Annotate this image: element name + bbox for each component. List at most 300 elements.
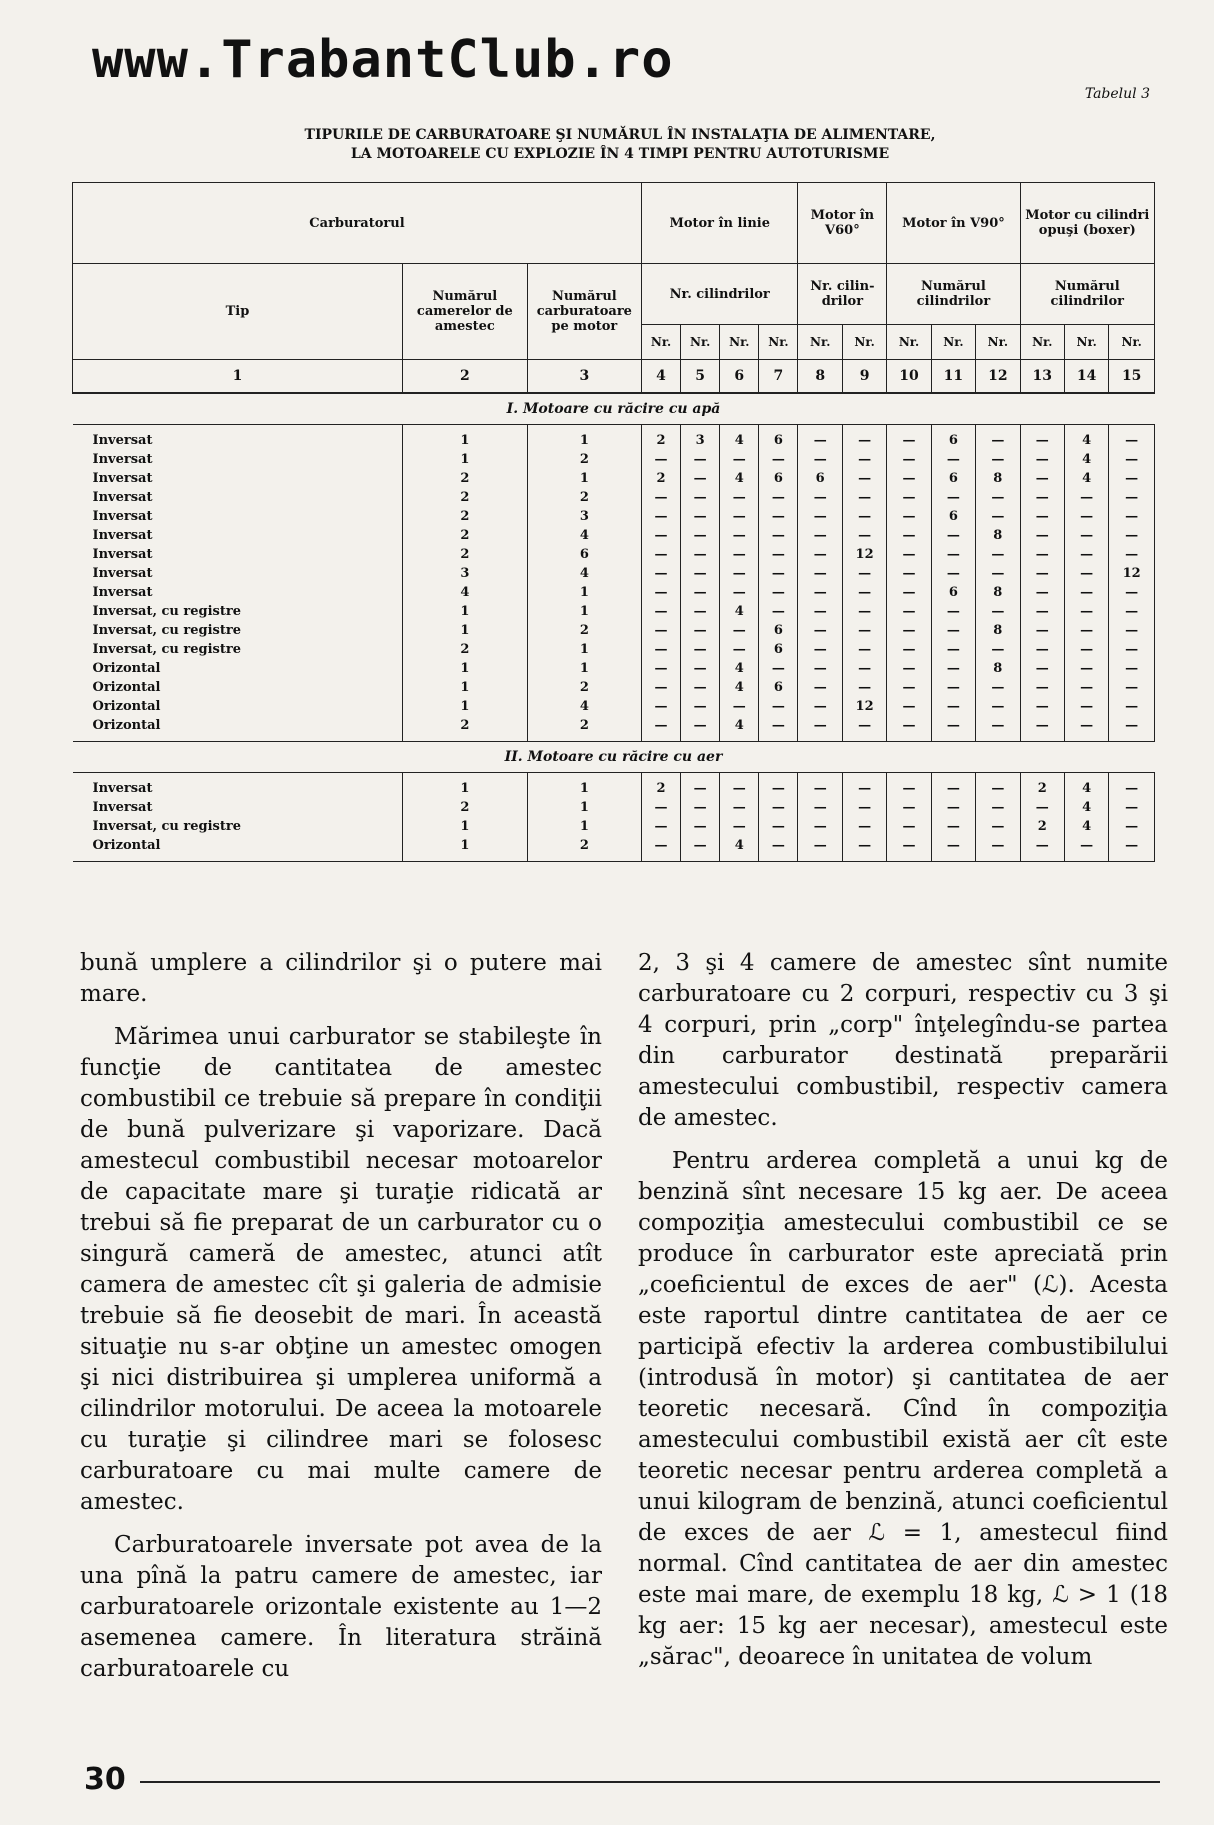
- table-cell: —: [1020, 469, 1064, 488]
- table-cell: —: [798, 602, 842, 621]
- table-cell: —: [759, 779, 798, 798]
- table-cell: —: [1064, 583, 1108, 602]
- carburetor-type-cell: Inversat, cu registre: [73, 817, 403, 836]
- table-cell: —: [1109, 545, 1155, 564]
- table-cell: —: [842, 507, 886, 526]
- table-cell: 8: [976, 469, 1020, 488]
- table-cell: —: [798, 450, 842, 469]
- table-cell: —: [931, 526, 975, 545]
- table-cell: —: [759, 602, 798, 621]
- col-number: 6: [720, 360, 759, 394]
- section-title: II. Motoare cu răcire cu aer: [73, 742, 1155, 773]
- table-cell: —: [798, 779, 842, 798]
- table-cell: —: [1064, 507, 1108, 526]
- table-cell: —: [1064, 678, 1108, 697]
- table-cell: —: [798, 507, 842, 526]
- table-cell: 2: [402, 469, 527, 488]
- header-motor-linie: Motor în linie: [641, 183, 798, 264]
- table-cell: —: [976, 678, 1020, 697]
- table-cell: 6: [759, 469, 798, 488]
- table-cell: —: [759, 583, 798, 602]
- table-cell: —: [681, 564, 720, 583]
- carburetor-type-cell: Inversat: [73, 431, 403, 450]
- table-cell: —: [842, 640, 886, 659]
- table-cell: —: [759, 526, 798, 545]
- table-cell: 6: [759, 621, 798, 640]
- carburetor-type-cell: Orizontal: [73, 678, 403, 697]
- table-cell: 2: [527, 621, 641, 640]
- header-nr: Nr.: [641, 325, 680, 360]
- footer-rule: [140, 1781, 1160, 1783]
- table-body: [73, 393, 1155, 862]
- table-cell: 6: [931, 507, 975, 526]
- table-cell: —: [759, 836, 798, 855]
- table-cell: 12: [1109, 564, 1155, 583]
- table-cell: —: [976, 431, 1020, 450]
- table-cell: —: [931, 779, 975, 798]
- col-number: 4: [641, 360, 680, 394]
- table-cell: 6: [759, 431, 798, 450]
- table-cell: —: [720, 621, 759, 640]
- col-number: 9: [842, 360, 886, 394]
- table-cell: —: [931, 817, 975, 836]
- table-cell: 1: [402, 621, 527, 640]
- table-cell: 2: [641, 469, 680, 488]
- table-cell: —: [931, 602, 975, 621]
- table-row: [73, 488, 1155, 507]
- table-cell: —: [641, 798, 680, 817]
- header-nr: Nr.: [931, 325, 975, 360]
- table-cell: 4: [527, 564, 641, 583]
- table-cell: 12: [842, 697, 886, 716]
- table-cell: —: [641, 564, 680, 583]
- col-number: 14: [1064, 360, 1108, 394]
- table-cell: —: [931, 659, 975, 678]
- table-row: [73, 431, 1155, 450]
- table-cell: —: [931, 488, 975, 507]
- table-cell: —: [1020, 431, 1064, 450]
- table-cell: —: [641, 817, 680, 836]
- left-text-column: [80, 948, 602, 1685]
- table-cell: —: [887, 621, 931, 640]
- table-cell: —: [1020, 488, 1064, 507]
- table-cell: 4: [1064, 431, 1108, 450]
- table-cell: —: [641, 583, 680, 602]
- table-title: [80, 126, 1160, 164]
- table-cell: —: [1109, 431, 1155, 450]
- table-cell: —: [641, 621, 680, 640]
- table-cell: —: [641, 507, 680, 526]
- table-cell: —: [842, 602, 886, 621]
- table-cell: 2: [527, 716, 641, 735]
- table-cell: —: [1020, 621, 1064, 640]
- table-row: [73, 640, 1155, 659]
- table-cell: 6: [798, 469, 842, 488]
- table-cell: —: [1109, 697, 1155, 716]
- table-cell: 12: [842, 545, 886, 564]
- table-row: [73, 507, 1155, 526]
- table-cell: 1: [527, 469, 641, 488]
- table-cell: —: [842, 469, 886, 488]
- table-cell: 6: [527, 545, 641, 564]
- table-cell: —: [641, 526, 680, 545]
- table-cell: —: [1020, 564, 1064, 583]
- table-row: [73, 545, 1155, 564]
- table-row: [73, 697, 1155, 716]
- table-row: [73, 602, 1155, 621]
- table-cell: —: [1064, 697, 1108, 716]
- table-cell: —: [681, 659, 720, 678]
- table-cell: —: [887, 798, 931, 817]
- table-cell: 2: [402, 798, 527, 817]
- table-cell: —: [842, 450, 886, 469]
- table-cell: —: [641, 450, 680, 469]
- table-cell: —: [887, 488, 931, 507]
- table-cell: 1: [527, 602, 641, 621]
- table-cell: —: [976, 697, 1020, 716]
- table-cell: —: [887, 526, 931, 545]
- table-cell: —: [1109, 659, 1155, 678]
- table-cell: —: [931, 450, 975, 469]
- table-cell: —: [931, 798, 975, 817]
- table-cell: —: [976, 488, 1020, 507]
- table-cell: —: [641, 488, 680, 507]
- carburetor-type-cell: Inversat: [73, 564, 403, 583]
- table-row: [73, 469, 1155, 488]
- paragraph: Pentru arderea completă a unui kg de benzină sînt necesare 15 kg aer. De aceea compoziţia amestecului combustibil ce se produce în carburator este apreciată prin „coeficientul de exces de aer" (ℒ). Acesta este raportul dintre cantitatea de aer ce participă efectiv la arderea combustibilului (introdusă în motor) şi cantitatea de aer teoretic necesară. Cînd în compoziţia amestecului combustibil există aer cît este teoretic necesar pentru arderea completă a unui kilogram de benzină, atunci coeficientul de exces de aer ℒ = 1, amestecul fiind normal. Cînd cantitatea de aer din amestec este mai mare, de exemplu 18 kg, ℒ > 1 (18 kg aer: 15 kg aer necesar), amestecul este „sărac", deoarece în unitatea de volum: [638, 1148, 1168, 1670]
- table-cell: —: [1064, 545, 1108, 564]
- table-cell: —: [842, 583, 886, 602]
- table-cell: —: [887, 469, 931, 488]
- table-cell: —: [887, 817, 931, 836]
- right-text-column: [638, 948, 1168, 1673]
- table-row: [73, 716, 1155, 735]
- table-cell: —: [681, 716, 720, 735]
- carburetor-type-cell: Inversat: [73, 469, 403, 488]
- table-cell: 3: [681, 431, 720, 450]
- table-cell: —: [798, 621, 842, 640]
- table-cell: 2: [527, 836, 641, 855]
- table-cell: —: [1020, 716, 1064, 735]
- table-cell: —: [1109, 817, 1155, 836]
- table-cell: —: [1064, 621, 1108, 640]
- table-cell: —: [759, 697, 798, 716]
- table-cell: —: [1020, 602, 1064, 621]
- table-cell: —: [1109, 798, 1155, 817]
- table-cell: —: [1020, 545, 1064, 564]
- table-cell: —: [842, 564, 886, 583]
- table-cell: —: [720, 507, 759, 526]
- table-cell: —: [976, 450, 1020, 469]
- table-cell: —: [976, 817, 1020, 836]
- table-cell: 4: [720, 469, 759, 488]
- header-motor-v90: Motor în V90°: [887, 183, 1020, 264]
- table-cell: 2: [1020, 817, 1064, 836]
- table-cell: —: [887, 640, 931, 659]
- table-cell: —: [798, 716, 842, 735]
- table-cell: —: [842, 488, 886, 507]
- table-cell: —: [681, 836, 720, 855]
- table-cell: —: [887, 450, 931, 469]
- table-cell: —: [759, 564, 798, 583]
- table-cell: 3: [527, 507, 641, 526]
- table-cell: —: [1064, 526, 1108, 545]
- table-cell: —: [1109, 488, 1155, 507]
- table-cell: —: [681, 545, 720, 564]
- table-cell: —: [720, 640, 759, 659]
- table-cell: 4: [527, 697, 641, 716]
- table-cell: 1: [527, 583, 641, 602]
- table-cell: 1: [402, 431, 527, 450]
- table-cell: —: [681, 526, 720, 545]
- table-cell: 4: [527, 526, 641, 545]
- table-cell: —: [798, 488, 842, 507]
- table-cell: —: [798, 798, 842, 817]
- carburetor-type-cell: Inversat: [73, 526, 403, 545]
- table-cell: 2: [402, 488, 527, 507]
- header-nr: Nr.: [759, 325, 798, 360]
- table-cell: —: [798, 678, 842, 697]
- table-cell: 1: [527, 659, 641, 678]
- table-cell: —: [887, 507, 931, 526]
- table-cell: —: [759, 659, 798, 678]
- table-cell: 8: [976, 659, 1020, 678]
- table-cell: —: [976, 564, 1020, 583]
- table-row: [73, 779, 1155, 798]
- table-cell: —: [681, 817, 720, 836]
- table-cell: —: [681, 697, 720, 716]
- col-number: 12: [976, 360, 1020, 394]
- table-cell: 1: [402, 779, 527, 798]
- table-cell: —: [842, 779, 886, 798]
- table-row: [73, 450, 1155, 469]
- table-cell: —: [1109, 621, 1155, 640]
- table-cell: 2: [527, 488, 641, 507]
- table-cell: —: [1020, 697, 1064, 716]
- table-cell: —: [1020, 640, 1064, 659]
- table-cell: —: [1109, 583, 1155, 602]
- header-nr: Nr.: [1064, 325, 1108, 360]
- header-nr-cilindrilor: Nr. cilindrilor: [641, 264, 798, 325]
- table-cell: —: [759, 450, 798, 469]
- table-cell: 6: [931, 583, 975, 602]
- table-cell: —: [681, 450, 720, 469]
- table-cell: —: [931, 697, 975, 716]
- table-cell: —: [641, 545, 680, 564]
- table-cell: 1: [527, 798, 641, 817]
- table-cell: —: [798, 545, 842, 564]
- table-cell: —: [798, 836, 842, 855]
- table-cell: —: [681, 488, 720, 507]
- col-number: 11: [931, 360, 975, 394]
- header-numarul-cilindrilor-boxer: Numărul cilindrilor: [1020, 264, 1154, 325]
- table-cell: 1: [402, 697, 527, 716]
- table-cell: —: [720, 488, 759, 507]
- carburetor-type-cell: Orizontal: [73, 697, 403, 716]
- col-number: 7: [759, 360, 798, 394]
- table-cell: —: [842, 659, 886, 678]
- table-cell: 1: [527, 431, 641, 450]
- col-number: 15: [1109, 360, 1155, 394]
- header-nr-cilindrilor-v60: Nr. cilin-drilor: [798, 264, 887, 325]
- table-cell: —: [759, 817, 798, 836]
- table-cell: 4: [1064, 779, 1108, 798]
- table-cell: 8: [976, 621, 1020, 640]
- table-cell: —: [1020, 450, 1064, 469]
- table-cell: 2: [527, 678, 641, 697]
- header-numarul-cilindrilor-v90: Numărul cilindrilor: [887, 264, 1020, 325]
- table-cell: 4: [720, 602, 759, 621]
- table-cell: —: [931, 564, 975, 583]
- site-watermark: www.TrabantClub.ro: [92, 30, 674, 90]
- table-cell: —: [798, 564, 842, 583]
- table-cell: —: [1020, 836, 1064, 855]
- table-cell: —: [887, 659, 931, 678]
- carburetor-type-cell: Inversat: [73, 779, 403, 798]
- table-cell: 2: [641, 431, 680, 450]
- table-cell: —: [1064, 640, 1108, 659]
- header-nr: Nr.: [1020, 325, 1064, 360]
- table-cell: —: [641, 716, 680, 735]
- table-cell: 6: [931, 431, 975, 450]
- table-cell: —: [976, 507, 1020, 526]
- table-cell: —: [720, 798, 759, 817]
- table-cell: —: [798, 659, 842, 678]
- table-cell: 2: [402, 716, 527, 735]
- table-cell: —: [1109, 640, 1155, 659]
- table-cell: —: [798, 583, 842, 602]
- table-cell: —: [641, 678, 680, 697]
- table-cell: —: [976, 779, 1020, 798]
- table-cell: —: [931, 621, 975, 640]
- table-cell: 1: [527, 640, 641, 659]
- table-cell: —: [976, 545, 1020, 564]
- table-row: [73, 678, 1155, 697]
- table-cell: 4: [1064, 450, 1108, 469]
- table-cell: —: [720, 450, 759, 469]
- table-cell: —: [931, 640, 975, 659]
- table-cell: —: [798, 431, 842, 450]
- header-numar-camere: Numărul camerelor de amestec: [402, 264, 527, 360]
- table-cell: —: [887, 431, 931, 450]
- table-cell: —: [681, 507, 720, 526]
- table-cell: —: [681, 583, 720, 602]
- table-cell: —: [931, 545, 975, 564]
- table-cell: —: [976, 836, 1020, 855]
- table-cell: —: [887, 583, 931, 602]
- carburetor-type-cell: Orizontal: [73, 836, 403, 855]
- table-cell: —: [720, 779, 759, 798]
- col-number: 2: [402, 360, 527, 394]
- table-cell: —: [681, 798, 720, 817]
- table-title-line-2: LA MOTOARELE CU EXPLOZIE ÎN 4 TIMPI PENTRU AUTOTURISME: [350, 146, 890, 162]
- header-nr: Nr.: [842, 325, 886, 360]
- table-cell: —: [720, 817, 759, 836]
- table-cell: 4: [720, 431, 759, 450]
- paragraph: Mărimea unui carburator se stabileşte în funcţie de cantitatea de amestec combustibil ce trebuie să prepare în condiţii de bună pulverizare şi vaporizare. Dacă amestecul combustibil necesar motoarelor de capacitate mare şi turaţie ridicată ar trebui să fie preparat de un carburator cu o singură cameră de amestec, atunci atît camera de amestec cît şi galeria de admisie trebuie să fie deosebit de mari. În această situaţie nu s-ar obţine un amestec omogen şi nici distribuirea şi umplerea uniformă a cilindrilor motorului. De aceea la motoarele cu turaţie şi cilindree mari se folosesc carburatoare cu mai multe camere de amestec.: [80, 1024, 602, 1515]
- table-cell: —: [1109, 678, 1155, 697]
- table-cell: —: [1020, 798, 1064, 817]
- table-cell: 4: [720, 836, 759, 855]
- table-cell: —: [681, 621, 720, 640]
- header-nr: Nr.: [976, 325, 1020, 360]
- table-cell: —: [887, 564, 931, 583]
- table-cell: —: [1109, 836, 1155, 855]
- header-carburator: Carburatorul: [73, 183, 642, 264]
- table-cell: —: [681, 640, 720, 659]
- table-title-line-1: TIPURILE DE CARBURATOARE ŞI NUMĂRUL ÎN INSTALAŢIA DE ALIMENTARE,: [304, 127, 936, 143]
- table-cell: —: [1020, 507, 1064, 526]
- table-cell: 1: [402, 836, 527, 855]
- table-cell: —: [976, 640, 1020, 659]
- table-row: [73, 798, 1155, 817]
- table-cell: —: [759, 798, 798, 817]
- table-cell: —: [1109, 526, 1155, 545]
- carburetor-table: [72, 182, 1155, 862]
- table-cell: —: [1064, 716, 1108, 735]
- table-cell: 1: [402, 659, 527, 678]
- table-cell: —: [887, 602, 931, 621]
- table-label: Tabelul 3: [1084, 86, 1150, 102]
- table-cell: —: [1064, 488, 1108, 507]
- table-cell: 2: [402, 545, 527, 564]
- table-cell: —: [681, 602, 720, 621]
- table-cell: 1: [527, 817, 641, 836]
- table-cell: —: [842, 798, 886, 817]
- table-cell: 2: [1020, 779, 1064, 798]
- table-cell: —: [759, 545, 798, 564]
- table-cell: 2: [641, 779, 680, 798]
- table-cell: 1: [402, 817, 527, 836]
- table-cell: —: [887, 678, 931, 697]
- table-cell: —: [1109, 779, 1155, 798]
- table-cell: 6: [759, 640, 798, 659]
- table-cell: —: [887, 836, 931, 855]
- header-nr: Nr.: [887, 325, 931, 360]
- table-cell: —: [842, 678, 886, 697]
- table-cell: —: [842, 716, 886, 735]
- table-cell: —: [720, 564, 759, 583]
- carburetor-type-cell: Inversat: [73, 545, 403, 564]
- header-nr: Nr.: [798, 325, 842, 360]
- table-cell: —: [1109, 716, 1155, 735]
- table-cell: 2: [402, 507, 527, 526]
- section-title: I. Motoare cu răcire cu apă: [73, 393, 1155, 425]
- table-cell: —: [1064, 659, 1108, 678]
- table-cell: —: [976, 602, 1020, 621]
- table-cell: —: [1109, 602, 1155, 621]
- table-cell: —: [976, 798, 1020, 817]
- table-cell: 2: [402, 640, 527, 659]
- table-cell: —: [887, 779, 931, 798]
- table-cell: —: [1109, 450, 1155, 469]
- table-cell: —: [720, 583, 759, 602]
- table-cell: 2: [527, 450, 641, 469]
- table-cell: —: [798, 526, 842, 545]
- table-cell: —: [681, 779, 720, 798]
- table-cell: —: [931, 678, 975, 697]
- table-cell: —: [887, 545, 931, 564]
- table-cell: 6: [759, 678, 798, 697]
- carburetor-type-cell: Inversat, cu registre: [73, 602, 403, 621]
- table-cell: —: [641, 602, 680, 621]
- table-cell: —: [1064, 836, 1108, 855]
- table-cell: 4: [720, 678, 759, 697]
- table-cell: 1: [402, 450, 527, 469]
- table-cell: —: [931, 836, 975, 855]
- table-row: [73, 621, 1155, 640]
- table-row: [73, 564, 1155, 583]
